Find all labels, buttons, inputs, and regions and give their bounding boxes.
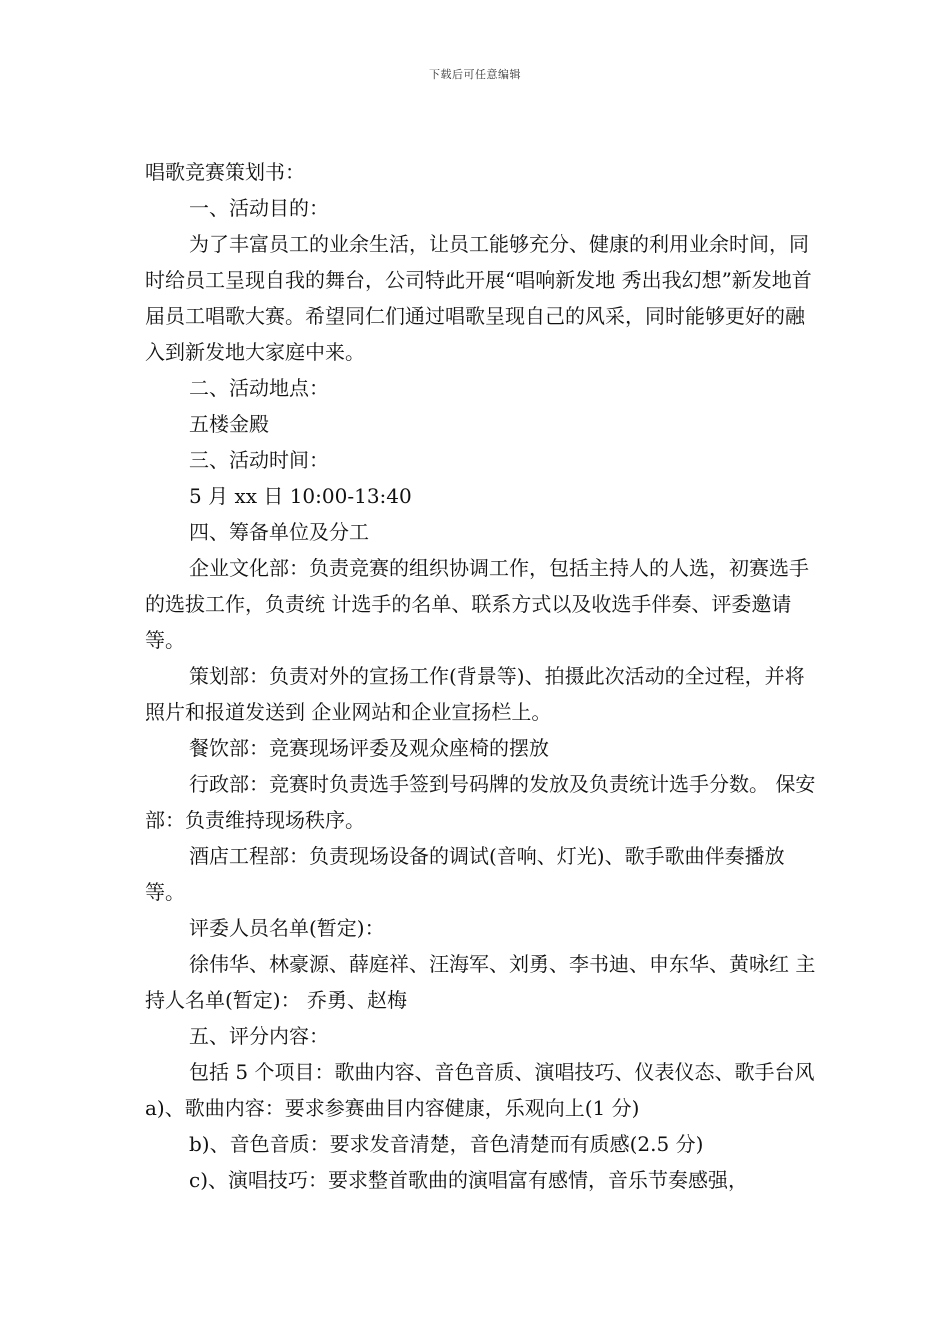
- paragraph-judges-heading: 评委人员名单(暂定)：: [189, 916, 385, 940]
- paragraph-engineering-dept: 酒店工程部：负责现场设备的调试(音响、灯光)、歌手歌曲伴奏播放等。: [145, 844, 785, 904]
- section-heading-location: 二、活动地点：: [189, 376, 329, 400]
- page-header-note: 下载后可任意编辑: [429, 68, 521, 81]
- document-body: [145, 154, 817, 1198]
- section-heading-purpose: 一、活动目的：: [189, 196, 329, 220]
- paragraph-catering-dept: 餐饮部：竞赛现场评委及观众座椅的摆放: [189, 736, 549, 760]
- paragraph-time: 5 月 xx 日 10:00-13:40: [189, 484, 412, 508]
- paragraph-admin-dept: 行政部：竞赛时负责选手签到号码牌的发放及负责统计选手分数。 保安部：负责维持现场秩序。: [145, 772, 816, 832]
- paragraph-scoring-b: b)、音色音质：要求发音清楚，音色清楚而有质感(2.5 分): [189, 1132, 704, 1156]
- section-heading-organizers: 四、筹备单位及分工: [189, 520, 369, 544]
- document-title: 唱歌竞赛策划书：: [145, 160, 305, 184]
- paragraph-culture-dept: 企业文化部：负责竞赛的组织协调工作，包括主持人的人选，初赛选手的选拔工作，负责统 计选手的名单、联系方式以及收选手伴奏、评委邀请等。: [145, 556, 809, 652]
- paragraph-judges-list: 徐伟华、林豪源、薛庭祥、汪海军、刘勇、李书迪、申东华、黄咏红 主持人名单(暂定)： 乔勇、赵梅: [145, 952, 816, 1012]
- section-heading-scoring: 五、评分内容：: [189, 1024, 329, 1048]
- paragraph-scoring-c: c)、演唱技巧：要求整首歌曲的演唱富有感情，音乐节奏感强，: [189, 1168, 749, 1192]
- paragraph-scoring-items: 包括 5 个项目：歌曲内容、音色音质、演唱技巧、仪表仪态、歌手台风 a)、歌曲内容：要求参赛曲目内容健康，乐观向上(1 分): [145, 1060, 815, 1120]
- paragraph-purpose: 为了丰富员工的业余生活，让员工能够充分、健康的利用业余时间，同时给员工呈现自我的舞台，公司特此开展“唱响新发地 秀出我幻想”新发地首届员工唱歌大赛。希望同仁们通过唱歌呈现自己的风采，同时能够更好的融入到新发地大家庭中来。: [145, 232, 812, 364]
- section-heading-time: 三、活动时间：: [189, 448, 329, 472]
- paragraph-planning-dept: 策划部：负责对外的宣扬工作(背景等)、拍摄此次活动的全过程，并将照片和报道发送到 企业网站和企业宣扬栏上。: [145, 664, 805, 724]
- paragraph-location: 五楼金殿: [189, 412, 269, 436]
